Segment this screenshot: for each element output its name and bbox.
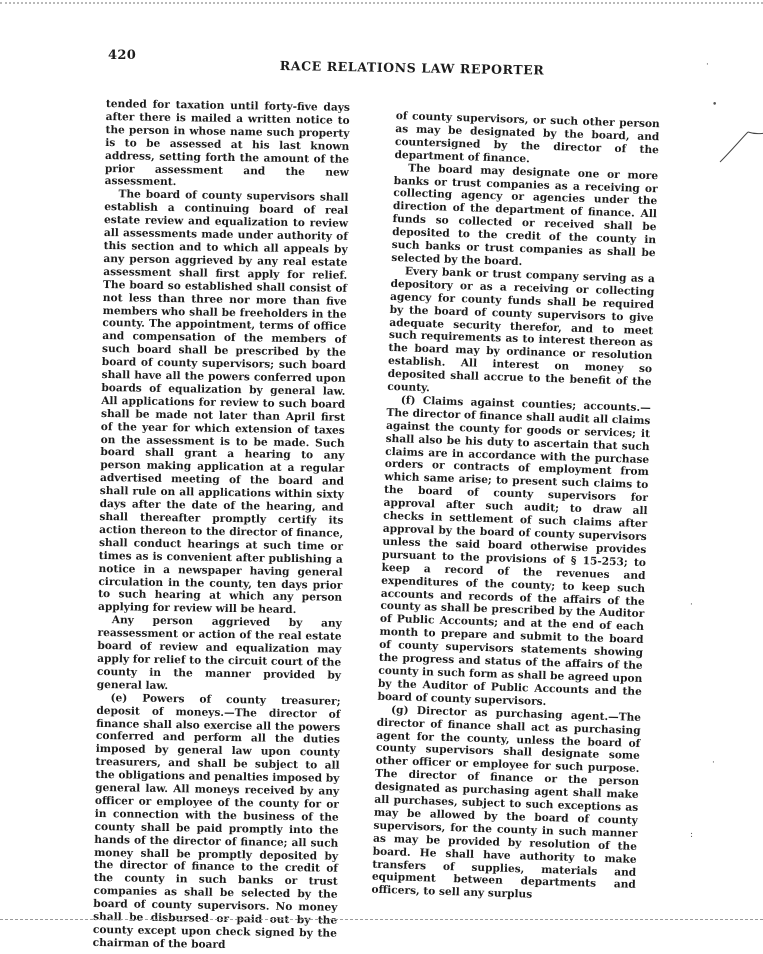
running-head: RACE RELATIONS LAW REPORTER [279,58,545,78]
scan-speck-icon: · [712,758,715,768]
paragraph: (f) Claims against counties; accounts.—The director of finance shall audit all claims against the county for goods or services; it shall also be his duty to ascertain that such claims are in accordance with the purchase orders or contracts of employment from which same arise; to present such claims to the board of county supervisors for approval after such audit; to draw all checks in settlement of such claims after approval by the board of county supervisors unless the said board otherwise provides pursuant to the provisions of § 15-253; to keep a record of the revenues and expenditures of the county; to keep such accounts and records of the affairs of the county as shall be prescribed by the Auditor of Public Accounts; and at the end of each month to prepare and submit to the board of county supervisors statements showing the progress and status of the affairs of the county in such form as shall be agreed upon by the Auditor of Public Accounts and the board of county supervisors. [377,394,651,708]
paragraph: The board of county supervisors shall establish a continuing board of real estate review and equalization to review all assessments made under authority of this section and to which all appeals by any person aggrieved by any real estate assessment shall first apply for relief. The board so established shall consist of not less than three nor more than five members who shall be freeholders in the county. The appointment, terms of office and compensation of the members of such board shall be prescribed by the board of county supervisors; such board shall have all the powers conferred upon boards of equalization by general law. All applications for review to such board shall be made not later than April first of the year for which extension of taxes on the assessment is to be made. Such board shall grant a hearing to any person making application at a regular advertised meeting of the board and shall rule on all applications within sixty days after the date of the hearing, and shall thereafter promptly certify its action thereon to the director of finance, shall conduct hearings at such time or times as is convenient after publishing a notice in a newspaper having general circulation in the county, ten days prior to such hearing at which any person applying for review will be heard. [97,188,349,617]
scan-bottom-border [0,919,763,920]
right-text-column [371,110,660,905]
scan-speck-icon: · [690,600,693,610]
paragraph: Any person aggrieved by any reassessment or action of the real estate board of review and equalization may apply for relief to the circuit court of the county in the manner provided by general law. [96,614,342,692]
page-number: 420 [108,48,137,63]
scan-speck-icon: : [690,830,694,840]
paragraph: (g) Director as purchasing agent.—The director of finance shall act as purchasing agent for the county, unless the board of county supervisors shall designate some other officer or employee for such purpose. The director of finance or the person designated as purchasing agent shall make all purchases, subject to such exceptions as may be allowed by the board of county supervisors, for the county in such manner as may be provided by resolution of the board. He shall have authority to make transfers of supplies, materials and equipment between departments and officers, to sell any surplus [371,703,642,902]
paragraph: tended for taxation until forty-five days after there is mailed a written notice to the person in whose name such property is to be assessed at his last known address, setting forth the amount of the prior assessment and the new assessment. [104,98,350,189]
paragraph: of county supervisors, or such other person as may be designated by the board, and countersigned by the director of the department of finance. [394,110,660,165]
paragraph: Every bank or trust company serving as a depository or as a receiving or collecting agency for county funds shall be required by the board of county supervisors to give adequate security therefor, and to meet such requirements as to interest thereon as the board may by ordinance or resolution establish. All interest on money so deposited shall accrue to the benefit of the county. [387,265,656,395]
scan-top-border [0,2,763,4]
left-text-column [93,98,350,954]
scan-speck-icon: • [712,100,718,110]
paragraph: The board may designate one or more banks or trust companies as a receiving or collecting agency or agencies under the direction of the department of finance. All funds so collected or received shall be deposited to the credit of the county in such banks or trust companies as shall be selected by the board. [391,162,659,269]
paragraph: (e) Powers of county treasurer; deposit of moneys.—The director of finance shall also exercise all the powers conferred and perform all the duties imposed by general law upon county treasurers, and shall be subject to all the obligations and penalties imposed by general law. All moneys received by any officer or employee of the county for or in connection with the business of the county shall be paid promptly into the hands of the director of finance; all such money shall be promptly deposited by the director of finance to the credit of the county in such banks or trust companies as shall be selected by the board of county supervisors. No money shall be disbursed or paid out by the county except upon check signed by the chairman of the board [92,691,341,951]
pen-mark-icon [718,128,763,164]
scan-speck-icon: · [706,60,709,70]
